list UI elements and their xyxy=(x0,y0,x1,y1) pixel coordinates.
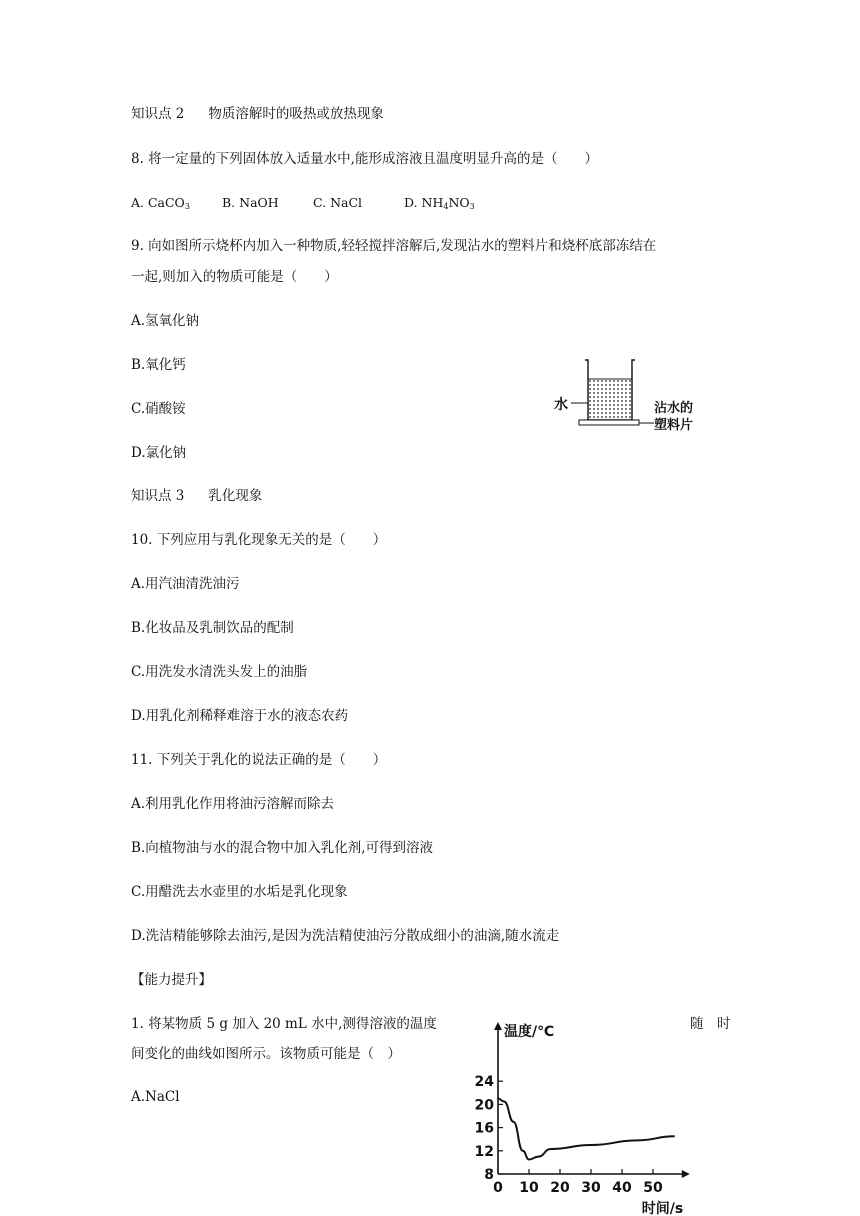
x-tick-label: 20 xyxy=(550,1180,570,1196)
section-title: 物质溶解时的吸热或放热现象 xyxy=(208,106,384,122)
y-axis-label: 温度/℃ xyxy=(504,1024,555,1040)
x-tick-label: 50 xyxy=(643,1180,663,1196)
question-10-option-a: A.用汽油清洗油污 xyxy=(131,576,240,592)
question-8-stem: 8. 将一定量的下列固体放入适量水中,能形成溶液且温度明显升高的是（ ） xyxy=(131,151,598,167)
section-label: 知识点 2 xyxy=(131,106,185,122)
option-d: D. $NH_4NO_3$ xyxy=(404,195,475,211)
section-label: 知识点 3 xyxy=(131,488,185,504)
y-tick-label: 12 xyxy=(474,1143,494,1160)
question-9-option-c: C.硝酸铵 xyxy=(131,401,186,417)
water-fill xyxy=(588,379,632,419)
question-11-option-b: B.向植物油与水的混合物中加入乳化剂,可得到溶液 xyxy=(131,840,434,856)
plastic-label-2: 塑料片 xyxy=(654,418,694,433)
x-tick-label: 0 xyxy=(493,1180,503,1196)
question-9-option-b: B.氧化钙 xyxy=(131,357,186,373)
section-heading-2 xyxy=(131,105,384,123)
water-label: 水 xyxy=(554,397,568,413)
question-9-stem-line-2: 一起,则加入的物质可能是（ ） xyxy=(131,269,338,285)
option-b: B. NaOH xyxy=(222,195,279,210)
x-tick-label: 30 xyxy=(581,1180,601,1196)
question-1-stem-part-1: 1. 将某物质 5 g 加入 20 mL 水中,测得溶液的温度 xyxy=(131,1016,437,1032)
x-tick-label: 40 xyxy=(612,1180,632,1196)
ability-heading: 【能力提升】 xyxy=(131,972,212,988)
temperature-time-chart xyxy=(470,1010,690,1215)
y-tick-label: 16 xyxy=(474,1120,494,1137)
y-tick-label: 8 xyxy=(484,1167,494,1183)
question-10-option-c: C.用洗发水清洗头发上的油脂 xyxy=(131,664,308,680)
question-10-option-d: D.用乳化剂稀释难溶于水的液态农药 xyxy=(131,708,349,724)
option-c: C. NaCl xyxy=(313,195,363,210)
question-10-option-b: B.化妆品及乳制饮品的配制 xyxy=(131,620,294,636)
question-9-stem-line-1: 9. 向如图所示烧杯内加入一种物质,轻轻搅拌溶解后,发现沾水的塑料片和烧杯底部冻结在 xyxy=(131,238,657,254)
y-tick-label: 24 xyxy=(474,1074,494,1091)
option-a: A. CaCO$_3$ xyxy=(131,195,190,211)
y-tick-label: 20 xyxy=(474,1097,494,1114)
question-11-option-a: A.利用乳化作用将油污溶解而除去 xyxy=(131,796,335,812)
question-11-option-c: C.用醋洗去水壶里的水垢是乳化现象 xyxy=(131,884,348,900)
question-1-stem-line-2: 间变化的曲线如图所示。该物质可能是（ ） xyxy=(131,1046,401,1062)
x-tick-label: 10 xyxy=(519,1180,539,1196)
plastic-label-1: 沾水的 xyxy=(654,401,694,416)
question-8-options xyxy=(131,194,495,216)
question-11-option-d: D.洗洁精能够除去油污,是因为洗洁精使油污分散成细小的油滴,随水流走 xyxy=(131,928,560,944)
section-title: 乳化现象 xyxy=(208,488,263,504)
plastic-sheet xyxy=(579,420,639,425)
x-axis-label: 时间/s xyxy=(641,1201,684,1215)
question-11-stem: 11. 下列关于乳化的说法正确的是（ ） xyxy=(131,752,387,768)
y-axis-arrow xyxy=(494,1022,502,1030)
temperature-curve xyxy=(498,1099,675,1160)
question-9-option-a: A.氢氧化钠 xyxy=(131,313,200,329)
question-1-stem-part-2: 随 时 xyxy=(690,1016,731,1032)
x-ticks xyxy=(493,1169,663,1196)
question-1-option-a: A.NaCl xyxy=(131,1089,180,1105)
question-9-option-d: D.氯化钠 xyxy=(131,445,187,461)
section-heading-3 xyxy=(131,487,262,505)
question-10-stem: 10. 下列应用与乳化现象无关的是（ ） xyxy=(131,532,387,548)
x-axis-arrow xyxy=(682,1170,690,1178)
beaker-figure xyxy=(548,355,708,435)
